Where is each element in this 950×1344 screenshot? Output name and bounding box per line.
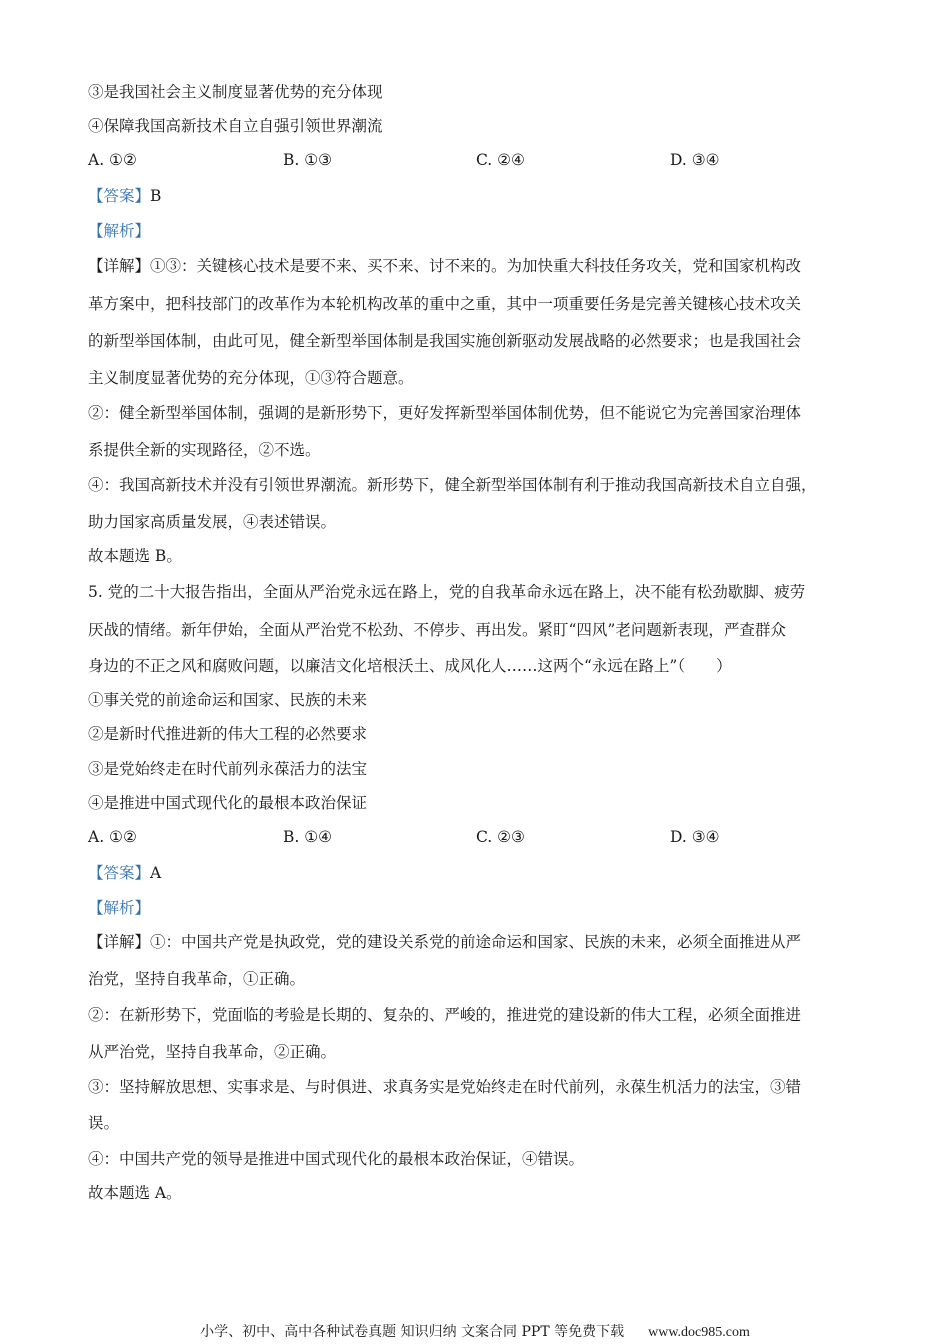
prev-answer bbox=[88, 186, 868, 206]
detail-tag: 【详解】 bbox=[88, 933, 151, 951]
prev-detail-line: ④：我国高新技术并没有引领世界潮流。新形势下，健全新型举国体制有利于推动我国高新技术自立自强， bbox=[88, 476, 817, 494]
q5-item-1: ①事关党的前途命运和国家、民族的未来 bbox=[88, 691, 368, 709]
option-b: B. ①③ bbox=[283, 151, 333, 169]
q5-detail-line: 【详解】①：中国共产党是执政党，党的建设关系党的前途命运和国家、民族的未来，必须全面推进从严 bbox=[88, 933, 802, 951]
q5-stem-line: 身边的不正之风和腐败问题，以廉洁文化培根沃土、成风化人……这两个“永远在路上”（ ） bbox=[88, 657, 732, 675]
footer-link[interactable]: www.doc985.com bbox=[648, 1325, 750, 1340]
prev-item-3: ③是我国社会主义制度显著优势的充分体现 bbox=[88, 83, 383, 101]
option-c: C. ②④ bbox=[476, 151, 525, 169]
answer-value: B bbox=[150, 187, 162, 205]
footer-text: 小学、初中、高中各种试卷真题 知识归纳 文案合同 PPT 等免费下载 bbox=[200, 1324, 625, 1340]
q5-detail-line: 从严治党，坚持自我革命，②正确。 bbox=[88, 1043, 337, 1061]
q5-item-4: ④是推进中国式现代化的最根本政治保证 bbox=[88, 794, 368, 812]
q5-item-3: ③是党始终走在时代前列永葆活力的法宝 bbox=[88, 760, 368, 778]
prev-detail-line: 革方案中，把科技部门的改革作为本轮机构改革的重中之重，其中一项重要任务是完善关键核心技术攻关 bbox=[88, 295, 802, 313]
q5-detail-line: 治党，坚持自我革命，①正确。 bbox=[88, 970, 306, 988]
prev-detail-line: 助力国家高质量发展，④表述错误。 bbox=[88, 513, 337, 531]
prev-conclusion: 故本题选 B。 bbox=[88, 547, 182, 565]
detail-tag: 【详解】 bbox=[88, 257, 151, 275]
q5-answer bbox=[88, 863, 868, 883]
option-b: B. ①④ bbox=[283, 828, 333, 846]
q5-stem-line: 5. 党的二十大报告指出，全面从严治党永远在路上，党的自我革命永远在路上，决不能有松劲歇脚、疲劳 bbox=[88, 583, 806, 601]
option-a: A. ①② bbox=[88, 828, 137, 846]
q5-detail-line: ④：中国共产党的领导是推进中国式现代化的最根本政治保证，④错误。 bbox=[88, 1150, 585, 1168]
prev-detail-line: 系提供全新的实现路径，②不选。 bbox=[88, 441, 321, 459]
q5-conclusion: 故本题选 A。 bbox=[88, 1184, 182, 1202]
option-a: A. ①② bbox=[88, 151, 137, 169]
option-d: D. ③④ bbox=[670, 828, 720, 846]
q5-detail-line: 误。 bbox=[88, 1114, 120, 1132]
q5-detail-line: ②：在新形势下，党面临的考验是长期的、复杂的、严峻的，推进党的建设新的伟大工程，必须全面推进 bbox=[88, 1006, 802, 1024]
prev-analysis-tag: 【解析】 bbox=[88, 222, 151, 240]
answer-tag: 【答案】 bbox=[88, 187, 151, 205]
q5-stem-line: 厌战的情绪。新年伊始，全面从严治党不松劲、不停步、再出发。紧盯“四风”老问题新表现，严查群众 bbox=[88, 621, 786, 639]
prev-detail-line: ②：健全新型举国体制，强调的是新形势下，更好发挥新型举国体制优势，但不能说它为完善国家治理体 bbox=[88, 404, 802, 422]
prev-item-4: ④保障我国高新技术自立自强引领世界潮流 bbox=[88, 117, 383, 135]
q5-analysis-tag: 【解析】 bbox=[88, 899, 151, 917]
prev-detail-line: 【详解】①③：关键核心技术是要不来、买不来、讨不来的。为加快重大科技任务攻关，党和国家机构改 bbox=[88, 257, 802, 275]
page-footer bbox=[0, 1323, 950, 1342]
prev-detail-line: 的新型举国体制，由此可见，健全新型举国体制是我国实施创新驱动发展战略的必然要求；也是我国社会 bbox=[88, 332, 802, 350]
prev-detail-line: 主义制度显著优势的充分体现，①③符合题意。 bbox=[88, 369, 414, 387]
answer-value: A bbox=[150, 864, 162, 882]
option-c: C. ②③ bbox=[476, 828, 525, 846]
q5-detail-line: ③：坚持解放思想、实事求是、与时俱进、求真务实是党始终走在时代前列，永葆生机活力的法宝，③错 bbox=[88, 1078, 802, 1096]
answer-tag: 【答案】 bbox=[88, 864, 151, 882]
q5-item-2: ②是新时代推进新的伟大工程的必然要求 bbox=[88, 725, 368, 743]
option-d: D. ③④ bbox=[670, 151, 720, 169]
